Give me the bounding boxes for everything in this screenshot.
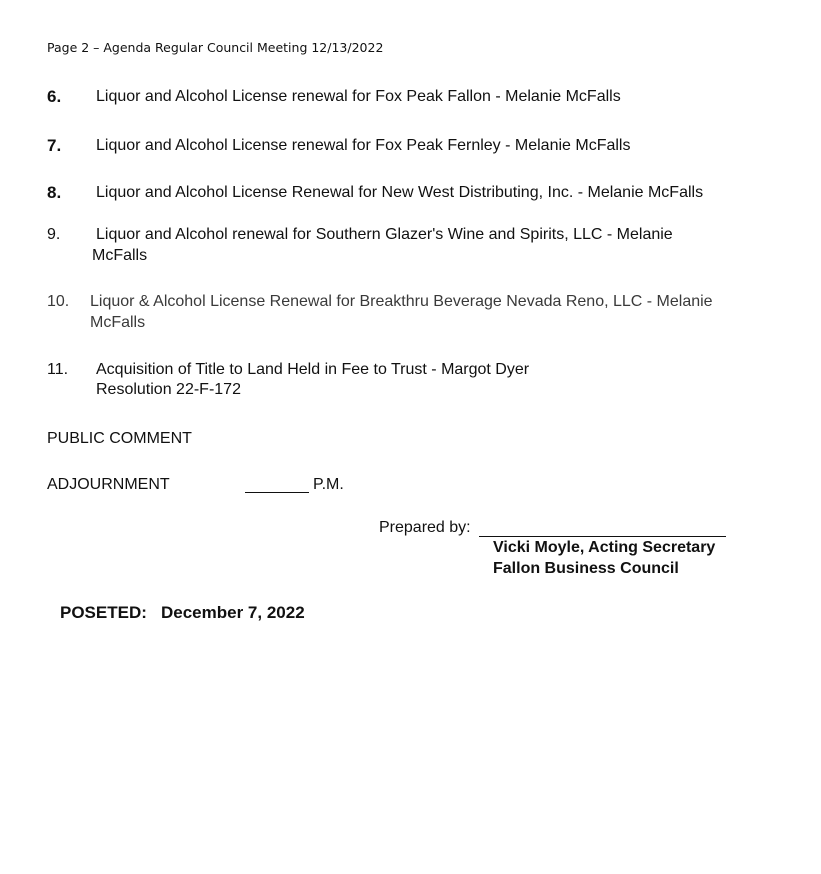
agenda-item-text: Liquor and Alcohol License renewal for Fox Peak Fallon - Melanie McFalls [96, 88, 621, 105]
agenda-item-9 [47, 224, 767, 268]
agenda-item-text: Liquor & Alcohol License Renewal for Breakthru Beverage Nevada Reno, LLC - Melanie [90, 293, 713, 310]
signer-name-title: Vicki Moyle, Acting Secretary [493, 539, 716, 556]
agenda-item-number: 9. [47, 226, 61, 243]
resolution-number: Resolution 22-F-172 [96, 381, 241, 398]
adjournment-time-blank [245, 484, 309, 493]
page-header: Page 2 – Agenda Regular Council Meeting 12/13/2022 [47, 40, 384, 55]
agenda-item-number: 7. [47, 136, 62, 155]
agenda-item-number: 8. [47, 183, 62, 202]
signature-line [479, 536, 726, 537]
prepared-by-label: Prepared by: [379, 519, 471, 536]
agenda-item-text: Acquisition of Title to Land Held in Fee to Trust - Margot Dyer [96, 361, 530, 378]
agenda-item-text-continued: McFalls [90, 314, 146, 331]
agenda-item-text: Liquor and Alcohol renewal for Southern Glazer's Wine and Spirits, LLC - Melanie [96, 226, 673, 243]
agenda-item-11 [47, 359, 767, 403]
adjournment-time-suffix: P.M. [313, 476, 344, 493]
agenda-item-number: 10. [47, 293, 70, 310]
agenda-item-text: Liquor and Alcohol License Renewal for New West Distributing, Inc. - Melanie McFalls [96, 184, 704, 201]
posted-date: December 7, 2022 [161, 603, 305, 622]
agenda-item-7 [47, 135, 767, 157]
agenda-item-10 [47, 291, 787, 335]
adjournment-label: ADJOURNMENT [47, 476, 170, 493]
agenda-item-text-continued: McFalls [92, 247, 148, 264]
agenda-item-number: 6. [47, 87, 62, 106]
agenda-item-number: 11. [47, 361, 69, 378]
agenda-item-text: Liquor and Alcohol License renewal for Fox Peak Fernley - Melanie McFalls [96, 137, 631, 154]
agenda-item-8 [47, 182, 767, 204]
agenda-item-6 [47, 86, 767, 108]
public-comment-heading: PUBLIC COMMENT [47, 430, 192, 447]
posted-label: POSETED: [60, 603, 147, 622]
signer-organization: Fallon Business Council [493, 560, 679, 577]
